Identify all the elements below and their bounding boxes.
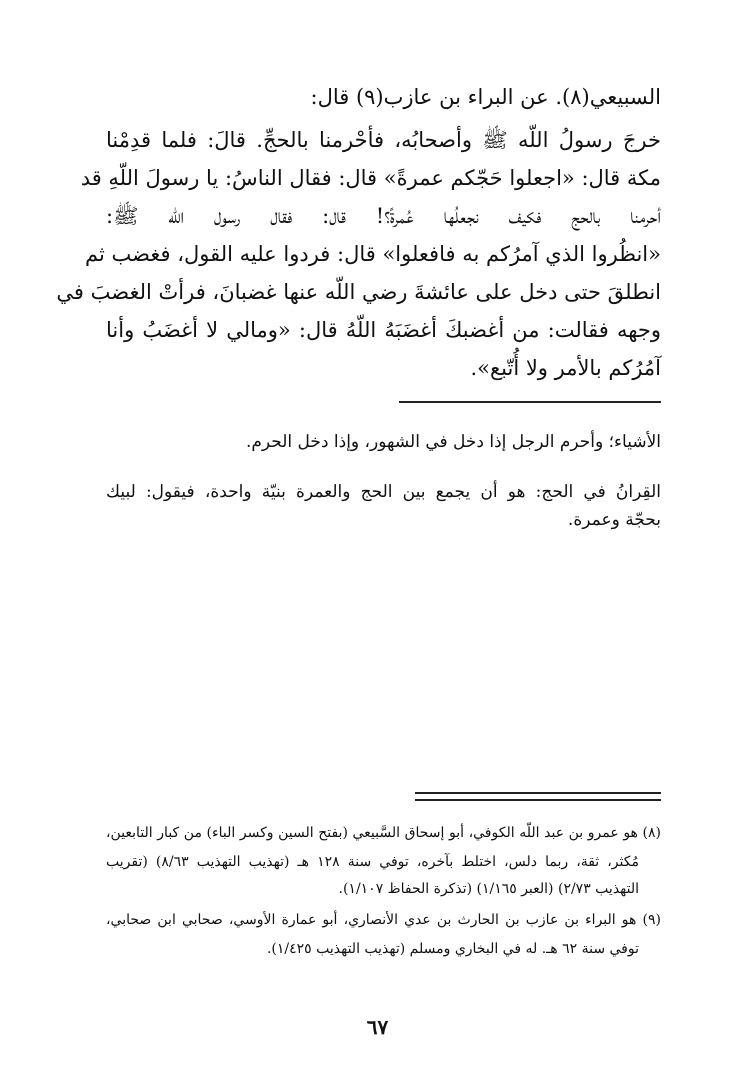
main-line: «انظُروا الذي آمرُكم به فافعلوا» قال: فردوا عليه القول، فغضب ثم [85,242,661,266]
main-line: آمُرُكم بالأمر ولا أُتّبع». [470,356,661,380]
secondary-line: بحجّة وعمرة. [567,510,661,530]
footnote-divider-bottom [415,799,661,801]
footnote-line: مُكثر، ثقة، ربما دلس، اختلط بآخره، توفي سنة ١٢٨ هـ (تهذيب التهذيب ٨/٦٣) (تقريب [106,854,639,870]
section-divider [399,401,661,403]
main-intro-line: السبيعي(٨). عن البراء بن عازب(٩) قال: [310,85,661,109]
footnote-line: توفي سنة ٦٢ هـ. له في البخاري ومسلم (تهذيب التهذيب ١/٤٢٥). [266,941,639,957]
page-number: ٦٧ [366,1015,389,1039]
main-line: وجهه فقالت: من أغضبكَ أغضَبَهُ اللّهُ قال: «ومالي لا أغضَبُ وأنا [106,318,661,342]
secondary-line: القِرانُ في الحج: هو أن يجمع بين الحج والعمرة بنيّة واحدة، فيقول: لبيك [106,482,661,502]
main-line: أحرمنا بالحج فكيف نجعلُها عُمرةً؟! قال: فقال رسول اللّه ﷺ: [106,204,661,228]
main-line: مكة قال: «اجعلوا حَجّكم عمرةً» قال: فقال الناسُ: يا رسولَ اللّهِ قد [80,166,661,190]
secondary-line: الأشياء؛ وأحرم الرجل إذا دخل في الشهور، وإذا دخل الحرم. [245,432,661,452]
footnote-divider-top [415,792,661,794]
footnote-line: التهذيب ٢/٧٣) (العبر ١/١٦٥) (تذكرة الحفاظ ١/١٠٧). [338,881,639,897]
main-line: خرجَ رسولُ اللّه ﷺ وأصحابُه، فأحْرمنا بالحجِّ. قالَ: فلما قدِمْنا [106,128,661,152]
footnote-line: (٨) هو عمرو بن عبد اللّه الكوفي، أبو إسحاق السَّبيعي (بفتح السين وكسر الباء) من كبار التابعين، [106,825,661,841]
main-line: انطلقَ حتى دخل على عائشةَ رضي اللّه عنها غضبانَ، فرأتْ الغضبَ في [56,280,661,304]
footnote-line: (٩) هو البراء بن عازب بن الحارث بن عدي الأنصاري، أبو عمارة الأوسي، صحابي ابن صحابي، [106,912,661,928]
